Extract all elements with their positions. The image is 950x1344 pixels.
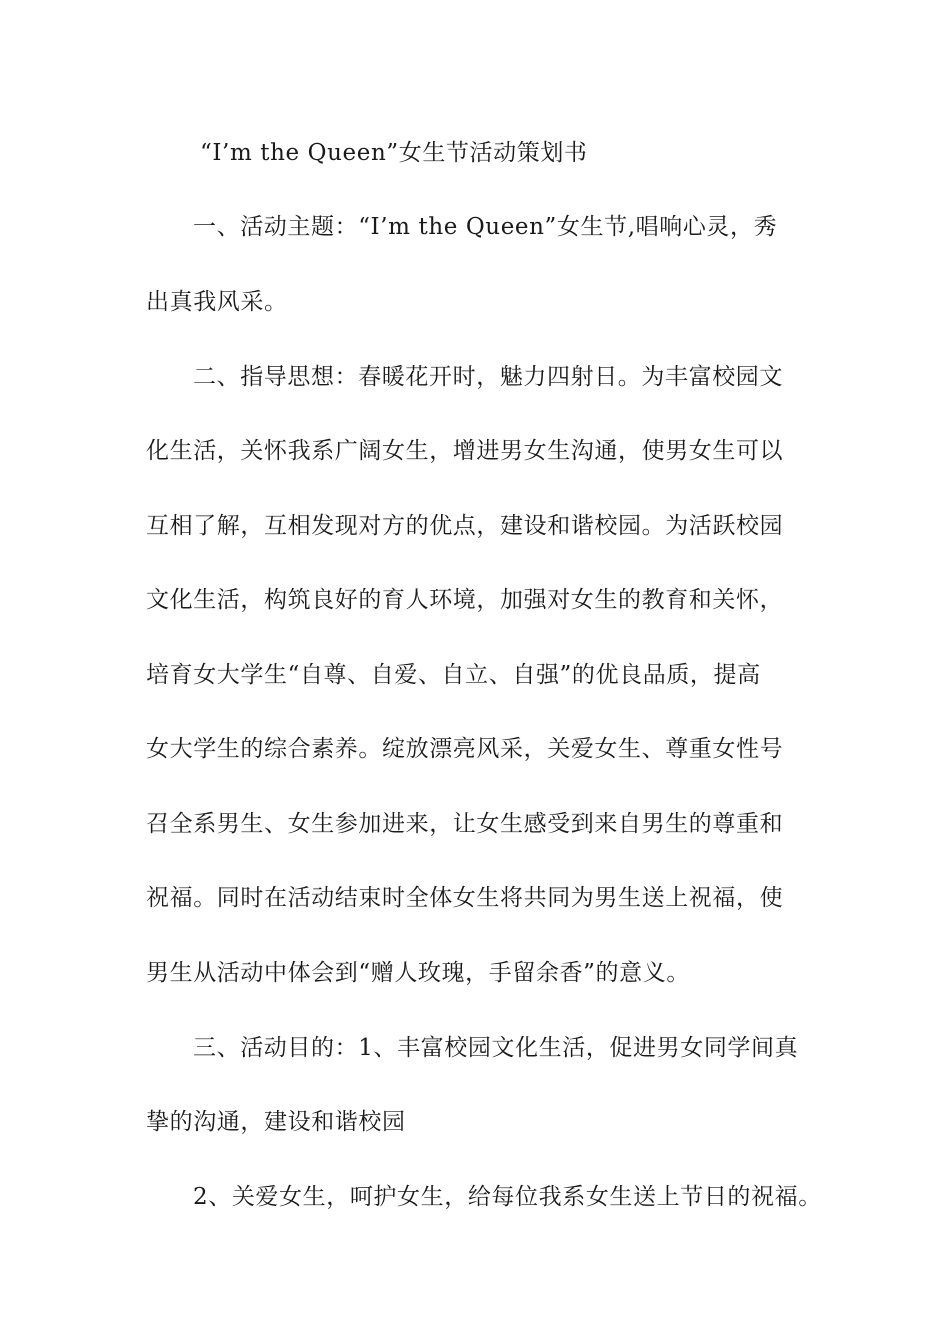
paragraph-line: 化生活，关怀我系广阔女生，增进男女生沟通，使男女生可以 <box>146 438 784 464</box>
paragraph-line: 挚的沟通，建设和谐校园 <box>146 1109 406 1135</box>
document-title: “I’m the Queen”女生节活动策划书 <box>200 140 588 166</box>
paragraph-line: 文化生活，构筑良好的育人环境，加强对女生的教育和关怀， <box>146 587 784 613</box>
paragraph-line: 互相了解，互相发现对方的优点，建设和谐校园。为活跃校园 <box>146 513 784 539</box>
paragraph-line: 2、关爱女生，呵护女生，给每位我系女生送上节日的祝福。 <box>193 1184 822 1210</box>
paragraph-line: 召全系男生、女生参加进来，让女生感受到来自男生的尊重和 <box>146 811 784 837</box>
paragraph-line: 祝福。同时在活动结束时全体女生将共同为男生送上祝福，使 <box>146 885 784 911</box>
paragraph-line: 女大学生的综合素养。绽放漂亮风采，关爱女生、尊重女性号 <box>146 736 784 762</box>
paragraph-line: 男生从活动中体会到“赠人玫瑰，手留余香”的意义。 <box>146 960 690 986</box>
paragraph-line: 出真我风采。 <box>146 289 288 315</box>
paragraph-line: 一、活动主题：“I’m the Queen”女生节,唱响心灵，秀 <box>193 214 778 240</box>
paragraph-line: 三、活动目的：1、丰富校园文化生活，促进男女同学间真 <box>193 1035 799 1061</box>
paragraph-line: 培育女大学生“自尊、自爱、自立、自强”的优良品质，提高 <box>146 662 761 688</box>
paragraph-line: 二、指导思想：春暖花开时，魅力四射日。为丰富校园文 <box>193 364 783 390</box>
